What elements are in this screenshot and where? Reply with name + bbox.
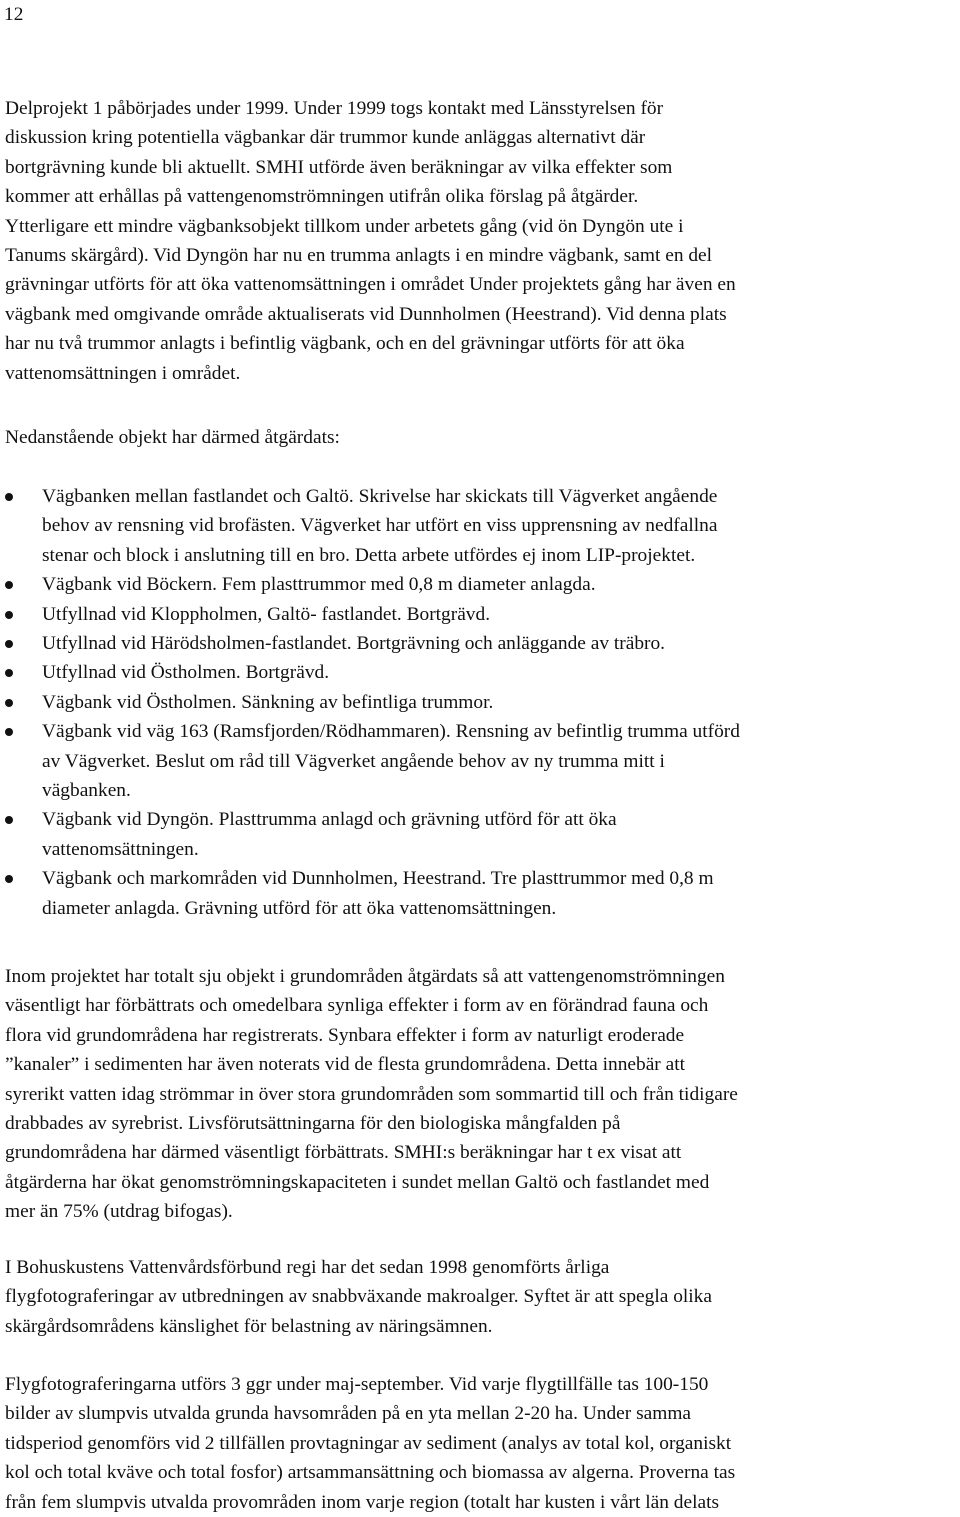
list-item bbox=[5, 570, 960, 599]
list-item bbox=[5, 629, 960, 658]
text-line: Flygfotograferingarna utförs 3 ggr under maj-september. Vid varje flygtillfälle tas 100-150 bbox=[5, 1374, 709, 1395]
text-line: Vägbank vid väg 163 (Ramsfjorden/Rödhammaren). Rensning av befintlig trumma utförd bbox=[42, 721, 740, 743]
paragraph-bohuskusten bbox=[5, 1253, 960, 1341]
text-line: vattenomsättningen i området. bbox=[5, 362, 241, 384]
list-item bbox=[5, 805, 960, 864]
text-line: Vägbank vid Dyngön. Plasttrumma anlagd och grävning utförd för att öka bbox=[42, 809, 617, 831]
list-item bbox=[5, 482, 960, 570]
text-line: Vägbank vid Böckern. Fem plasttrummor med 0,8 m diameter anlagda. bbox=[42, 574, 596, 596]
text-line: skärgårdsområdens känslighet för belastning av näringsämnen. bbox=[5, 1315, 493, 1337]
text-line: Ytterligare ett mindre vägbanksobjekt tillkom under arbetets gång (vid ön Dyngön ute i bbox=[5, 215, 684, 237]
text-line: från fem slumpvis utvalda provområden inom varje region (totalt har kusten i vårt län delats bbox=[5, 1491, 720, 1513]
text-line: flora vid grundområdena har registrerats. Synbara effekter i form av naturligt eroderade bbox=[5, 1024, 685, 1046]
text-line: vägbanken. bbox=[42, 780, 131, 802]
text-line: Utfyllnad vid Östholmen. Bortgrävd. bbox=[42, 662, 330, 684]
paragraph-intro bbox=[5, 94, 960, 388]
text-line: grundområdena har därmed väsentligt förbättrats. SMHI:s beräkningar har t ex visat att bbox=[5, 1142, 682, 1164]
text-line: Vägbank vid Östholmen. Sänkning av befintliga trummor. bbox=[42, 691, 494, 713]
list-item bbox=[5, 717, 960, 805]
text-line: åtgärderna har ökat genomströmningskapaciteten i sundet mellan Galtö och fastlandet med bbox=[5, 1171, 710, 1193]
text-line: kommer att erhållas på vattengenomströmningen utifrån olika förslag på åtgärder. bbox=[5, 186, 639, 208]
text-line: Vägbank och markområden vid Dunnholmen, Heestrand. Tre plasttrummor med 0,8 m bbox=[42, 868, 714, 890]
text-line: Inom projektet har totalt sju objekt i grundområden åtgärdats så att vattengenomströmningen bbox=[5, 966, 725, 987]
list-heading bbox=[5, 423, 960, 452]
text-line: bortgrävning kunde bli aktuellt. SMHI utförde även beräkningar av vilka effekter som bbox=[5, 156, 673, 178]
text-line: behov av rensning vid brofästen. Vägverket har utfört en viss upprensning av nedfallna bbox=[42, 515, 718, 537]
text-line: Delprojekt 1 påbörjades under 1999. Under 1999 togs kontakt med Länsstyrelsen för bbox=[5, 98, 664, 119]
bullet-icon bbox=[5, 875, 13, 883]
paragraph-flygfoto bbox=[5, 1370, 960, 1517]
text-line: väsentligt har förbättrats och omedelbara synliga effekter i form av en förändrad fauna och bbox=[5, 995, 709, 1017]
text-line: ”kanaler” i sedimenten har även noterats vid de flesta grundområdena. Detta innebär att bbox=[5, 1054, 685, 1076]
text-line: diameter anlagda. Grävning utförd för att öka vattenomsättningen. bbox=[42, 897, 557, 919]
text-line: Vägbanken mellan fastlandet och Galtö. Skrivelse har skickats till Vägverket angående bbox=[42, 486, 718, 507]
text-line: drabbades av syrebrist. Livsförutsättningarna för den biologiska mångfalden på bbox=[5, 1113, 621, 1135]
bullet-icon bbox=[5, 816, 13, 824]
text-line: stenar och block i anslutning till en bro. Detta arbete utfördes ej inom LIP-projektet. bbox=[42, 544, 696, 566]
bullet-icon bbox=[5, 493, 13, 501]
text-line: Utfyllnad vid Härödsholmen-fastlandet. Bortgrävning och anläggande av träbro. bbox=[42, 633, 666, 655]
text-line: I Bohuskustens Vattenvårdsförbund regi har det sedan 1998 genomförts årliga bbox=[5, 1257, 610, 1278]
text-line: syrerikt vatten idag strömmar in över stora grundområden som sommartid till och från tidigare bbox=[5, 1083, 738, 1105]
text-line: bilder av slumpvis utvalda grunda havsområden på en yta mellan 2-20 ha. Under samma bbox=[5, 1403, 692, 1425]
text-line: har nu två trummor anlagts i befintlig vägbank, och en del grävningar utförts för att öka bbox=[5, 333, 685, 355]
bullet-icon bbox=[5, 611, 13, 619]
list-item bbox=[5, 658, 960, 687]
paragraph-summary bbox=[5, 962, 960, 1227]
text-line: grävningar utförts för att öka vattenomsättningen i området Under projektets gång har även en bbox=[5, 274, 736, 296]
bullet-icon bbox=[5, 728, 13, 736]
text-line: Nedanstående objekt har därmed åtgärdats: bbox=[5, 427, 340, 448]
list-item bbox=[5, 600, 960, 629]
bullet-icon bbox=[5, 699, 13, 707]
text-line: flygfotograferingar av utbredningen av snabbväxande makroalger. Syftet är att spegla olika bbox=[5, 1286, 712, 1308]
text-line: Utfyllnad vid Kloppholmen, Galtö- fastlandet. Bortgrävd. bbox=[42, 603, 491, 625]
text-line: tidsperiod genomförs vid 2 tillfällen provtagningar av sediment (analys av total kol, organiskt bbox=[5, 1432, 732, 1454]
bullet-icon bbox=[5, 669, 13, 677]
list-item bbox=[5, 864, 960, 923]
list-item bbox=[5, 688, 960, 717]
text-line: kol och total kväve och total fosfor) artsammansättning och biomassa av algerna. Proverna tas bbox=[5, 1462, 736, 1484]
bullet-icon bbox=[5, 581, 13, 589]
bullet-icon bbox=[5, 640, 13, 648]
text-line: vägbank med omgivande område aktualiserats vid Dunnholmen (Heestrand). Vid denna plats bbox=[5, 303, 727, 325]
text-line: av Vägverket. Beslut om råd till Vägverket angående behov av ny trumma mitt i bbox=[42, 750, 665, 772]
page-number: 12 bbox=[4, 4, 24, 25]
text-line: Tanums skärgård). Vid Dyngön har nu en trumma anlagts i en mindre vägbank, samt en del bbox=[5, 245, 713, 267]
action-list bbox=[5, 482, 960, 923]
text-line: vattenomsättningen. bbox=[42, 838, 199, 860]
text-line: mer än 75% (utdrag bifogas). bbox=[5, 1201, 233, 1223]
text-line: diskussion kring potentiella vägbankar där trummor kunde anläggas alternativt där bbox=[5, 127, 646, 149]
